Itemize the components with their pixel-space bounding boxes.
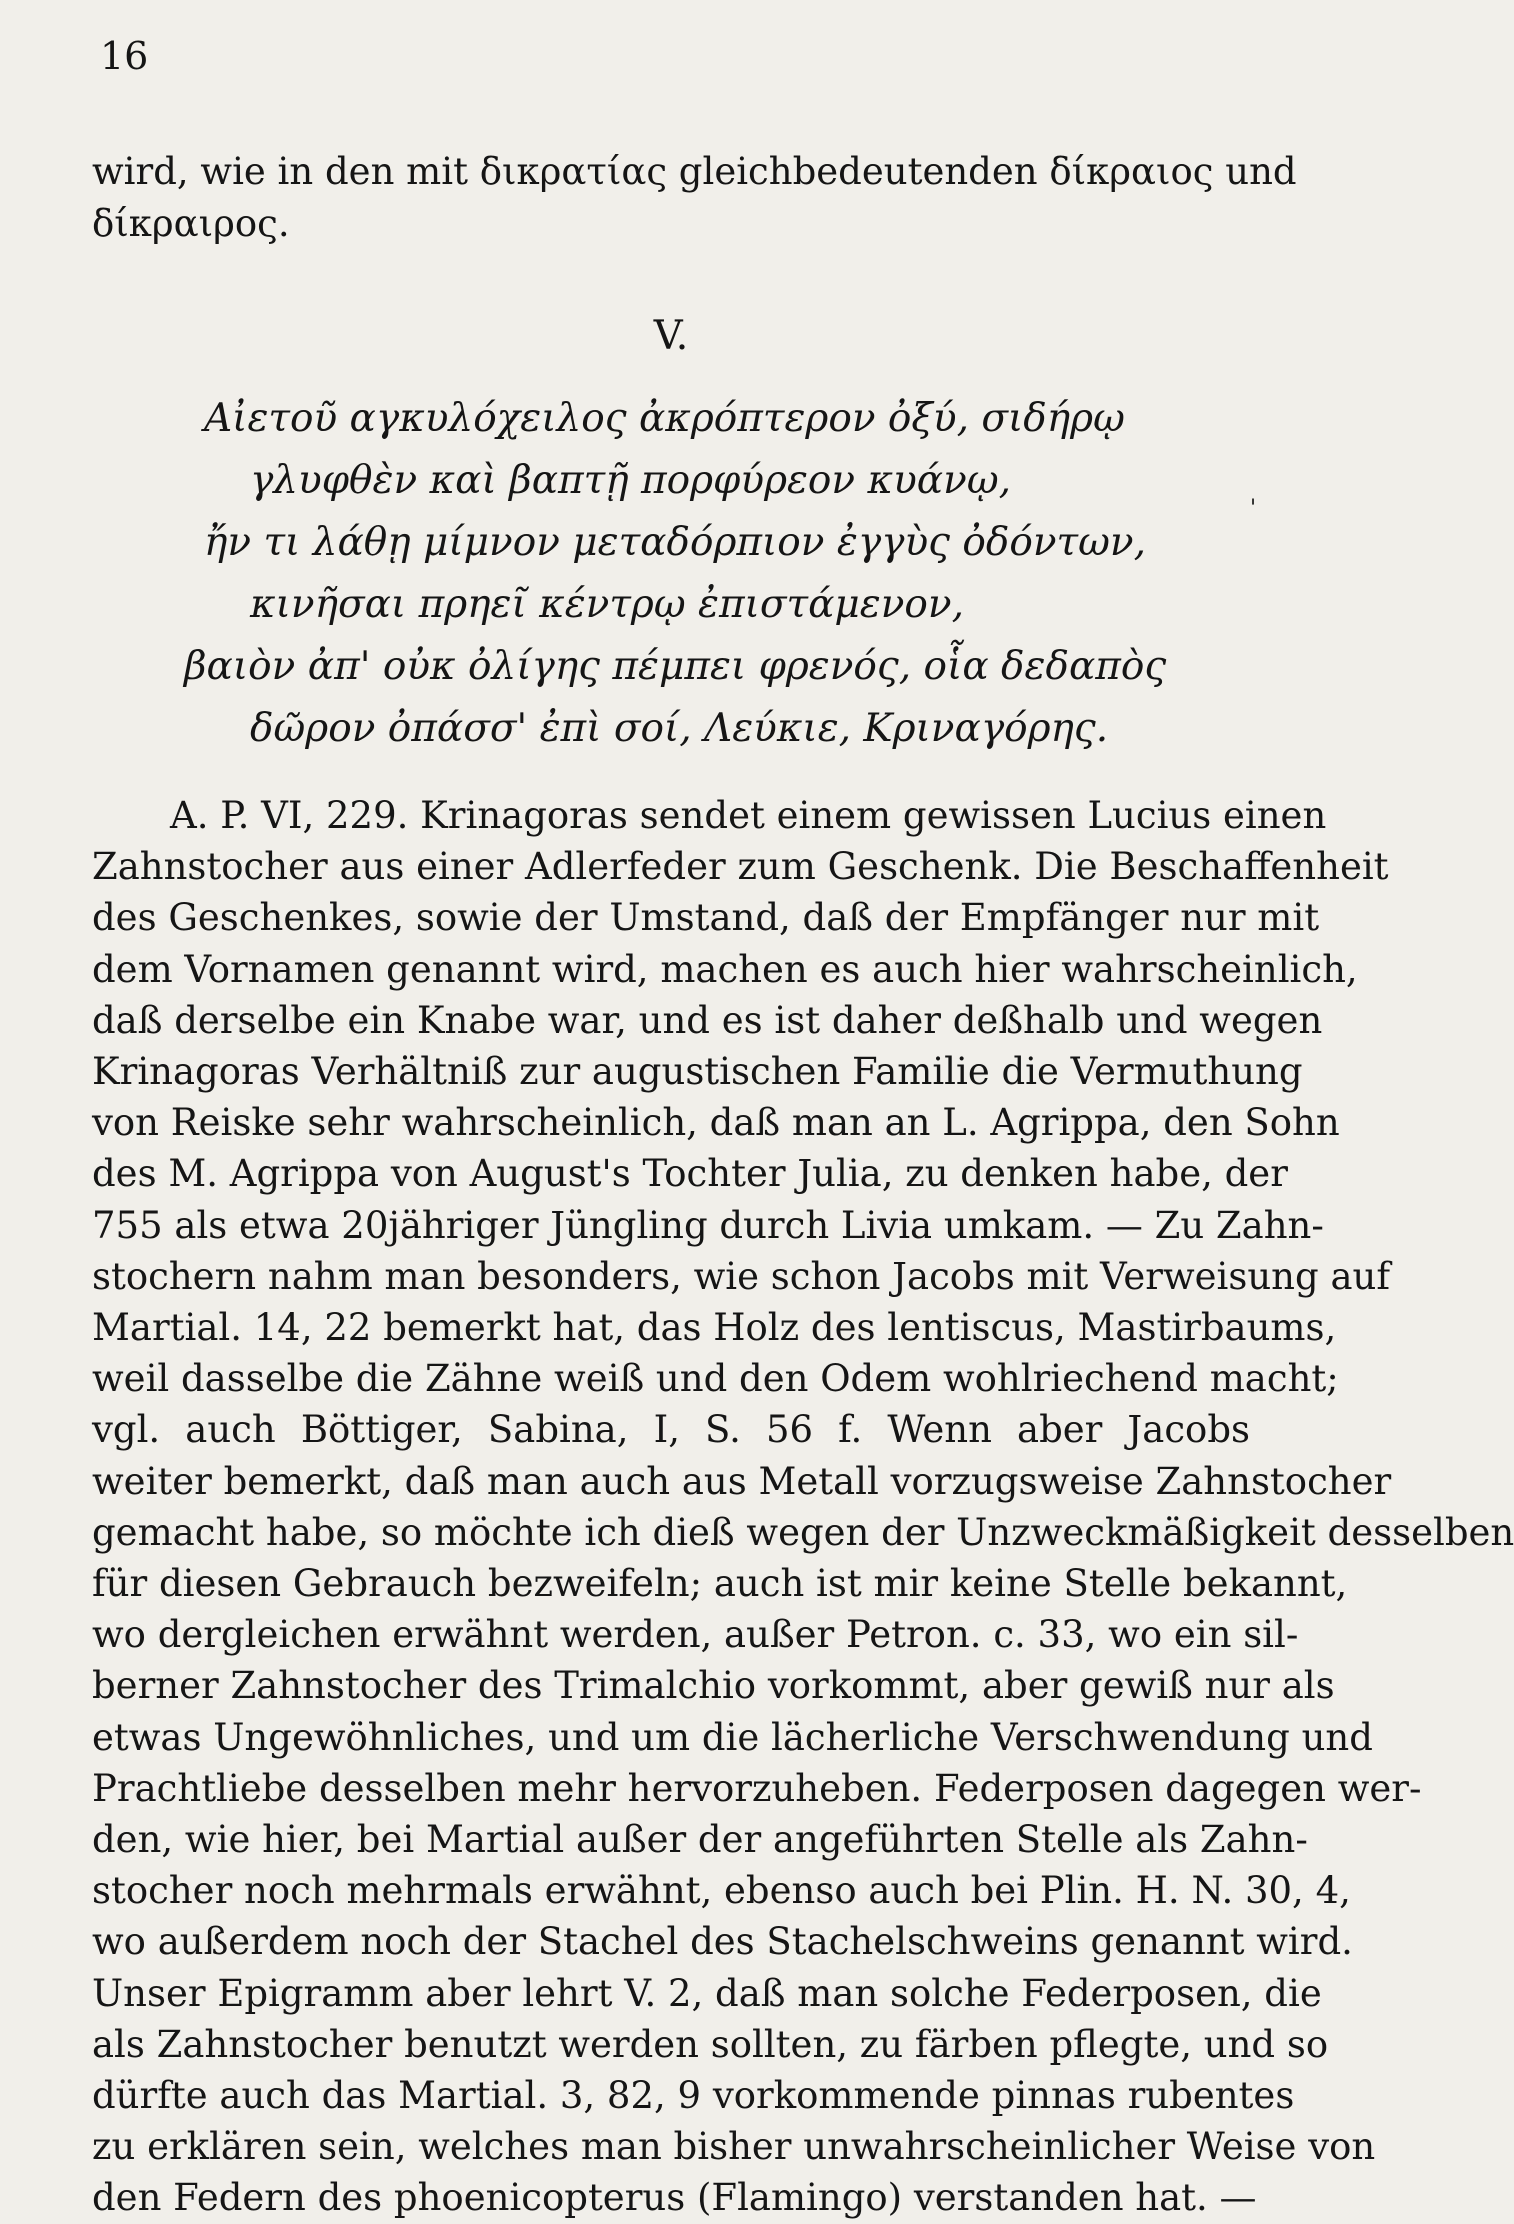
page-number: 16 [100, 34, 149, 78]
commentary-line: Prachtliebe desselben mehr hervorzuheben. Federposen dagegen wer- [92, 1766, 1422, 1810]
commentary-line: zu erklären sein, welches man bisher unwahrscheinlicher Weise von [92, 2125, 1376, 2169]
commentary-line: von Reiske sehr wahrscheinlich, daß man an L. Agrippa, den Sohn [92, 1101, 1340, 1145]
commentary-line: Zahnstocher aus einer Adlerfeder zum Geschenk. Die Beschaffenheit [92, 845, 1389, 889]
commentary-line: daß derselbe ein Knabe war, und es ist daher deßhalb und wegen [92, 998, 1323, 1042]
commentary-line: A. P. VI, 229. Krinagoras sendet einem gewissen Lucius einen [170, 794, 1327, 837]
commentary-line: stochern nahm man besonders, wie schon Jacobs mit Verweisung auf [92, 1254, 1391, 1298]
margin-mark: ' [1250, 496, 1257, 521]
commentary-line: wo dergleichen erwähnt werden, außer Petron. c. 33, wo ein sil- [92, 1613, 1299, 1657]
greek-epigram [92, 388, 1250, 760]
commentary-line: vgl. auch Böttiger, Sabina, I, S. 56 f. Wenn aber Jacobs [92, 1408, 1250, 1452]
commentary-line: den Federn des phoenicopterus (Flamingo) verstanden hat. — [92, 2176, 1257, 2220]
commentary-line: dürfte auch das Martial. 3, 82, 9 vorkommende pinnas rubentes [92, 2074, 1295, 2118]
commentary-line: berner Zahnstocher des Trimalchio vorkommt, aber gewiß nur als [92, 1664, 1335, 1708]
verse-line: δῶρον ὀπάσσ' ἐπὶ σοί, Λεύκιε, Κριναγόρης. [250, 706, 1109, 751]
commentary-line: des M. Agrippa von August's Tochter Julia, zu denken habe, der [92, 1152, 1288, 1196]
intro-paragraph [92, 146, 1297, 250]
commentary-line: etwas Ungewöhnliches, und um die lächerliche Verschwendung und [92, 1715, 1373, 1759]
commentary-line: Unser Epigramm aber lehrt V. 2, daß man solche Federposen, die [92, 1971, 1322, 2015]
text-line: wird, wie in den mit δικρατίας gleichbedeutenden δίκραιος und [92, 150, 1297, 193]
section-heading: V. [653, 313, 689, 359]
commentary-line: gemacht habe, so möchte ich dieß wegen der Unzweckmäßigkeit desselben [92, 1510, 1514, 1554]
verse-line: γλυφθὲν καὶ βαπτῇ πορφύρεον κυάνῳ, [250, 458, 1012, 503]
commentary-line: für diesen Gebrauch bezweifeln; auch ist mir keine Stelle bekannt, [92, 1562, 1348, 1606]
commentary-line: dem Vornamen genannt wird, machen es auch hier wahrscheinlich, [92, 947, 1358, 991]
commentary-line: stocher noch mehrmals erwähnt, ebenso auch bei Plin. H. N. 30, 4, [92, 1869, 1351, 1913]
commentary-line: Krinagoras Verhältniß zur augustischen Familie die Vermuthung [92, 1050, 1303, 1094]
text-line: δίκραιρος. [92, 202, 290, 245]
verse-line: Αἰετοῦ αγκυλόχειλος ἀκρόπτερον ὀξύ, σιδήρῳ [204, 396, 1125, 441]
commentary-line: weiter bemerkt, daß man auch aus Metall vorzugsweise Zahnstocher [92, 1459, 1392, 1503]
commentary-paragraph [92, 790, 1514, 2224]
commentary-line: des Geschenkes, sowie der Umstand, daß der Empfänger nur mit [92, 896, 1320, 940]
verse-line: ἤν τι λάθῃ μίμνον μεταδόρπιον ἐγγὺς ὀδόντων, [204, 520, 1147, 565]
verse-line: κινῆσαι πρηεῖ κέντρῳ ἐπιστάμενον, [250, 582, 964, 627]
commentary-line: weil dasselbe die Zähne weiß und den Odem wohlriechend macht; [92, 1357, 1339, 1401]
commentary-line: als Zahnstocher benutzt werden sollten, zu färben pflegte, und so [92, 2022, 1329, 2066]
commentary-line: Martial. 14, 22 bemerkt hat, das Holz des lentiscus, Mastirbaums, [92, 1306, 1337, 1350]
commentary-line: wo außerdem noch der Stachel des Stachelschweins genannt wird. [92, 1920, 1353, 1964]
commentary-line: 755 als etwa 20jähriger Jüngling durch Livia umkam. — Zu Zahn- [92, 1203, 1324, 1247]
verse-line: βαιὸν ἀπ' οὐκ ὀλίγης πέμπει φρενός, οἷα δεδαπὸς [184, 644, 1167, 689]
commentary-line: den, wie hier, bei Martial außer der angeführten Stelle als Zahn- [92, 1818, 1308, 1862]
